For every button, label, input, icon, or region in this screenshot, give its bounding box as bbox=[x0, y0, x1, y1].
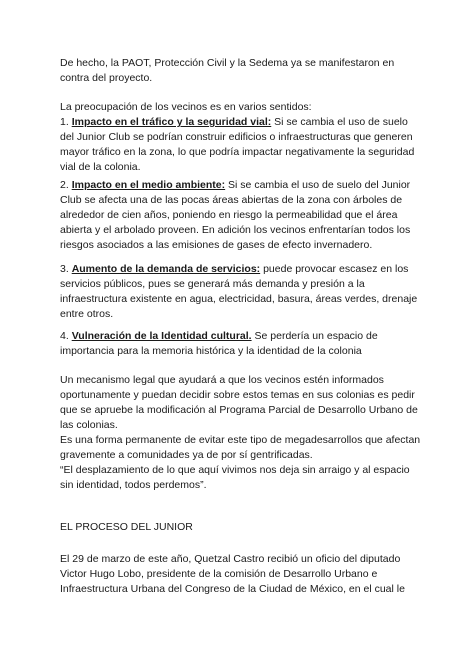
text-line: oportunamente y puedan decidir sobre estos temas en sus colonias es pedir bbox=[60, 389, 415, 401]
text-line: Un mecanismo legal que ayudará a que los vecinos estén informados bbox=[60, 374, 384, 386]
text-line: riesgos asociados a las emisiones de gases de efecto invernadero. bbox=[60, 239, 373, 251]
item-4-first-text: Se perdería un espacio de bbox=[251, 330, 378, 342]
paragraph-mechanism bbox=[60, 373, 421, 493]
item-4-first-line bbox=[60, 329, 415, 344]
paragraph-item-2 bbox=[60, 178, 415, 253]
text-line: vial de la colonia. bbox=[60, 161, 141, 173]
item-2-heading: Impacto en el medio ambiente: bbox=[71, 179, 226, 191]
quote-line: sin identidad, todos perdemos”. bbox=[60, 479, 207, 491]
section-heading: EL PROCESO DEL JUNIOR bbox=[60, 521, 193, 533]
item-3-number: 3. bbox=[60, 263, 72, 275]
text-line: importancia para la memoria histórica y la identidad de la colonia bbox=[60, 345, 362, 357]
paragraph-item-4 bbox=[60, 329, 415, 359]
concerns-intro: La preocupación de los vecinos es en varios sentidos: bbox=[60, 101, 312, 113]
text-line: contra del proyecto. bbox=[60, 72, 153, 84]
item-3-first-text: puede provocar escasez en los bbox=[260, 263, 409, 275]
text-line: Victor Hugo Lobo, presidente de la comisión de Desarrollo Urbano e bbox=[60, 568, 378, 580]
item-2-number: 2. bbox=[60, 179, 72, 191]
text-line: Es una forma permanente de evitar este tipo de megadesarrollos que afectan bbox=[60, 434, 421, 446]
item-4-number: 4. bbox=[60, 330, 72, 342]
item-1-first-line bbox=[60, 115, 415, 130]
item-2-first-text: Si se cambia el uso de suelo del Junior bbox=[225, 179, 411, 191]
item-1-heading: Impacto en el tráfico y la seguridad vial: bbox=[71, 116, 272, 128]
item-1-number: 1. bbox=[60, 116, 72, 128]
text-line: alrededor de cien años, poniendo en riesgo la permeabilidad que el área bbox=[60, 209, 398, 221]
item-1-first-text: Si se cambia el uso de suelo bbox=[271, 116, 408, 128]
text-line: las colonias. bbox=[60, 419, 118, 431]
text-line: Club se afecta una de las pocas áreas abiertas de la zona con árboles de bbox=[60, 194, 403, 206]
item-4-heading: Vulneración de la Identidad cultural. bbox=[71, 330, 252, 342]
text-line: que se apruebe la modificación al Programa Parcial de Desarrollo Urbano de bbox=[60, 404, 418, 416]
text-line: mayor tráfico en la zona, lo que podría impactar negativamente la seguridad bbox=[60, 146, 415, 158]
text-line: abierta y el arbolado proveen. En adición los vecinos enfrentarían todos los bbox=[60, 224, 411, 236]
paragraph-agencies bbox=[60, 56, 415, 86]
text-line: De hecho, la PAOT, Protección Civil y la Sedema ya se manifestaron en bbox=[60, 57, 395, 69]
text-line: infraestructura existente en agua, electricidad, basura, áreas verdes, drenaje bbox=[60, 293, 418, 305]
text-line: Infraestructura Urbana del Congreso de la Ciudad de México, en el cual le bbox=[60, 583, 405, 595]
item-3-heading: Aumento de la demanda de servicios: bbox=[71, 263, 261, 275]
quote-line: “El desplazamiento de lo que aquí vivimos nos deja sin arraigo y al espacio bbox=[60, 464, 410, 476]
item-2-first-line bbox=[60, 178, 415, 193]
paragraph-concerns bbox=[60, 100, 415, 175]
paragraph-item-3 bbox=[60, 262, 418, 322]
item-3-first-line bbox=[60, 262, 415, 277]
paragraph-process bbox=[60, 552, 415, 597]
text-line: El 29 de marzo de este año, Quetzal Castro recibió un oficio del diputado bbox=[60, 553, 401, 565]
text-line: gravemente a comunidades ya de por sí gentrificadas. bbox=[60, 449, 313, 461]
text-line: del Junior Club se podrían construir edificios o infraestructuras que generen bbox=[60, 131, 413, 143]
text-line: servicios públicos, pues se generará más demanda y presión a la bbox=[60, 278, 365, 290]
text-line: entre otros. bbox=[60, 308, 114, 320]
